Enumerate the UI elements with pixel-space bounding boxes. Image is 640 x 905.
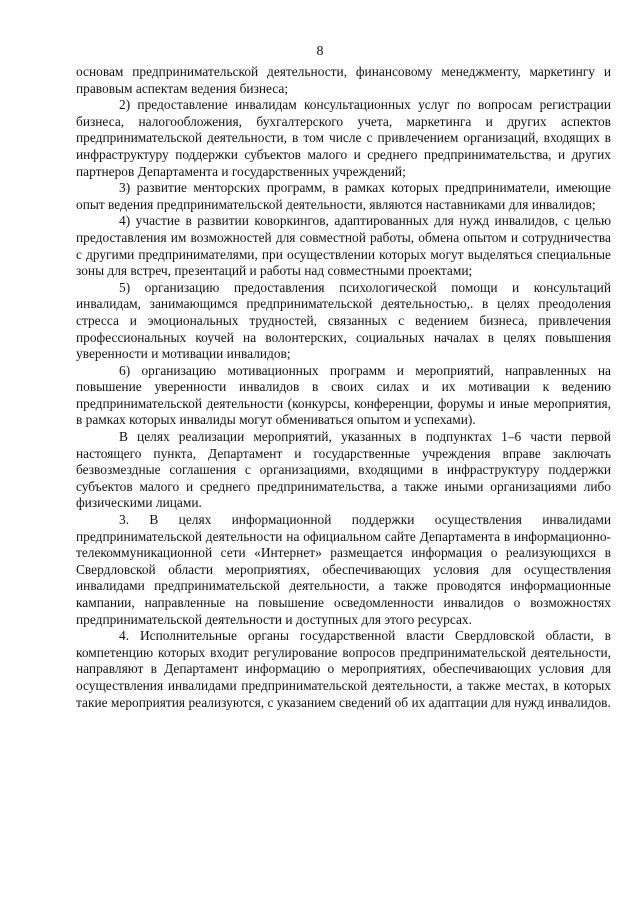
paragraph-item-5: 5) организацию предоставления психологической помощи и консультаций инвалидам, занимающимся предпринимательской деятельностью,. в целях преодоления стресса и эмоциональных трудностей, связанных с ведением бизнеса, привлечения профессиональных коучей на волонтерских, социальных началах в целях повышения уверенности и мотивации инвалидов; <box>76 279 611 362</box>
paragraph-clause-3: 3. В целях информационной поддержки осуществления инвалидами предпринимательской деятельности на официальном сайте Департамента в информационно-телекоммуникационной сети «Интернет» размещается информация о реализующихся в Свердловской области мероприятиях, обеспечивающих условия для осуществления инвалидами предпринимательской деятельности, а также проводятся информационные кампании, направленные на повышение осведомленности инвалидов о возможностях предпринимательской деятельности и доступных для этого ресурсах. <box>76 512 611 627</box>
paragraph-item-3: 3) развитие менторских программ, в рамках которых предприниматели, имеющие опыт ведения предпринимательской деятельности, являются наставниками для инвалидов; <box>76 180 611 212</box>
page-number: 8 <box>316 44 324 59</box>
paragraph-continuation: основам предпринимательской деятельности, финансовому менеджменту, маркетингу и правовым аспектам ведения бизнеса; <box>76 64 611 96</box>
document-body <box>76 64 611 711</box>
paragraph-item-2: 2) предоставление инвалидам консультационных услуг по вопросам регистрации бизнеса, налогообложения, бухгалтерского учета, маркетинга и других аспектов предпринимательской деятельности, в том числе с привлечением организаций, входящих в инфраструктуру поддержки субъектов малого и среднего предпринимательства, и других партнеров Департамента и государственных учреждений; <box>76 97 611 179</box>
paragraph-item-4: 4) участие в развитии коворкингов, адаптированных для нужд инвалидов, с целью предоставления им возможностей для совместной работы, обмена опытом и сотрудничества с другими предпринимателями, при осуществлении которых могут выделяться специальные зоны для встреч, презентаций и работы над совместными проектами; <box>76 213 611 279</box>
paragraph-agreements: В целях реализации мероприятий, указанных в подпунктах 1–6 части первой настоящего пункта, Департамент и государственные учреждения вправе заключать безвозмездные соглашения с организациями, входящими в инфраструктуру поддержки субъектов малого и среднего предпринимательства, а также иными организациями либо физическими лицами. <box>76 429 611 511</box>
paragraph-item-6: 6) организацию мотивационных программ и мероприятий, направленных на повышение уверенности инвалидов в своих силах и их мотивации к ведению предпринимательской деятельности (конкурсы, конференции, форумы и иные мероприятия, в рамках которых инвалиды могут обмениваться опытом и успехами). <box>76 362 611 428</box>
paragraph-clause-4: 4. Исполнительные органы государственной власти Свердловской области, в компетенцию которых входит регулирование вопросов предпринимательской деятельности, направляют в Департамент информацию о мероприятиях, обеспечивающих условия для осуществления инвалидами предпринимательской деятельности, а также местах, в которых такие мероприятия реализуются, с указанием сведений об их адаптации для нужд инвалидов. <box>76 628 611 710</box>
